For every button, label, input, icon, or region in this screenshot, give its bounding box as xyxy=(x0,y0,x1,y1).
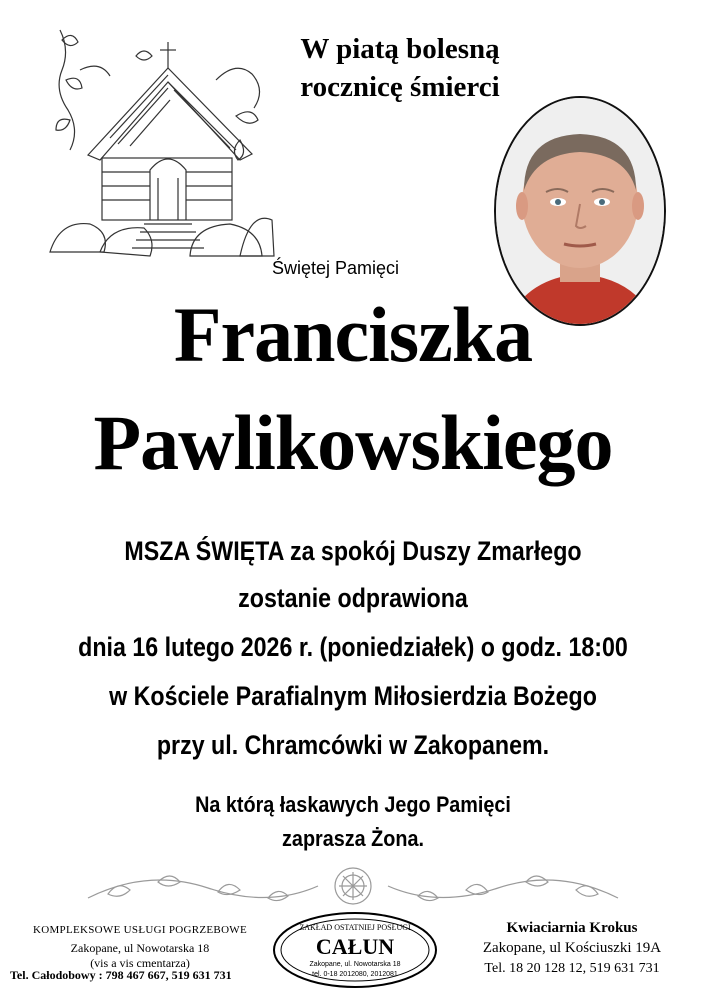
deceased-first-name: Franciszka xyxy=(173,291,533,378)
mass-line-4: w Kościele Parafialnym Miłosierdzia Bożego xyxy=(109,681,597,711)
logo-address: Zakopane, ul. Nowotarska 18 xyxy=(309,961,401,968)
memory-label: Świętej Pamięci xyxy=(272,258,400,278)
heading-line-2: rocznicę śmierci xyxy=(300,71,500,103)
logo-top-text: ZAKŁAD OSTATNIEJ POSŁUGI xyxy=(299,923,411,932)
funeral-home-title: KOMPLEKSOWE USŁUGI POGRZEBOWE xyxy=(32,924,248,936)
mass-line-5: przy ul. Chramcówki w Zakopanem. xyxy=(156,730,550,760)
mass-line-2: zostanie odprawiona xyxy=(238,583,468,613)
funeral-home-phone: Tel. Całodobowy : 798 467 667, 519 631 731 xyxy=(10,968,232,982)
florist-title: Kwiaciarnia Krokus xyxy=(506,920,638,936)
logo-name: CAŁUN xyxy=(315,934,395,959)
florist-phone: Tel. 18 20 128 12, 519 631 731 xyxy=(484,961,660,976)
funeral-home-note: (vis a vis cmentarza) xyxy=(90,956,190,970)
floral-ornament xyxy=(68,858,638,914)
florist-address: Zakopane, ul Kościuszki 19A xyxy=(482,940,662,956)
mass-line-3: dnia 16 lutego 2026 r. (poniedziałek) o godz. 18:00 xyxy=(78,632,628,662)
anniversary-heading xyxy=(220,30,580,106)
heading-line-1: W piatą bolesną xyxy=(300,33,500,65)
funeral-home-address: Zakopane, ul Nowotarska 18 xyxy=(70,941,210,955)
logo-phone: tel. 0-18 2012080, 2012081 xyxy=(312,971,398,978)
calun-logo xyxy=(271,910,439,990)
deceased-last-name: Pawlikowskiego xyxy=(93,399,613,486)
invite-line-2: zaprasza Żona. xyxy=(282,826,424,851)
invite-line-1: Na którą łaskawych Jego Pamięci xyxy=(195,792,511,817)
mass-line-1: MSZA ŚWIĘTA za spokój Duszy Zmarłego xyxy=(124,536,582,566)
